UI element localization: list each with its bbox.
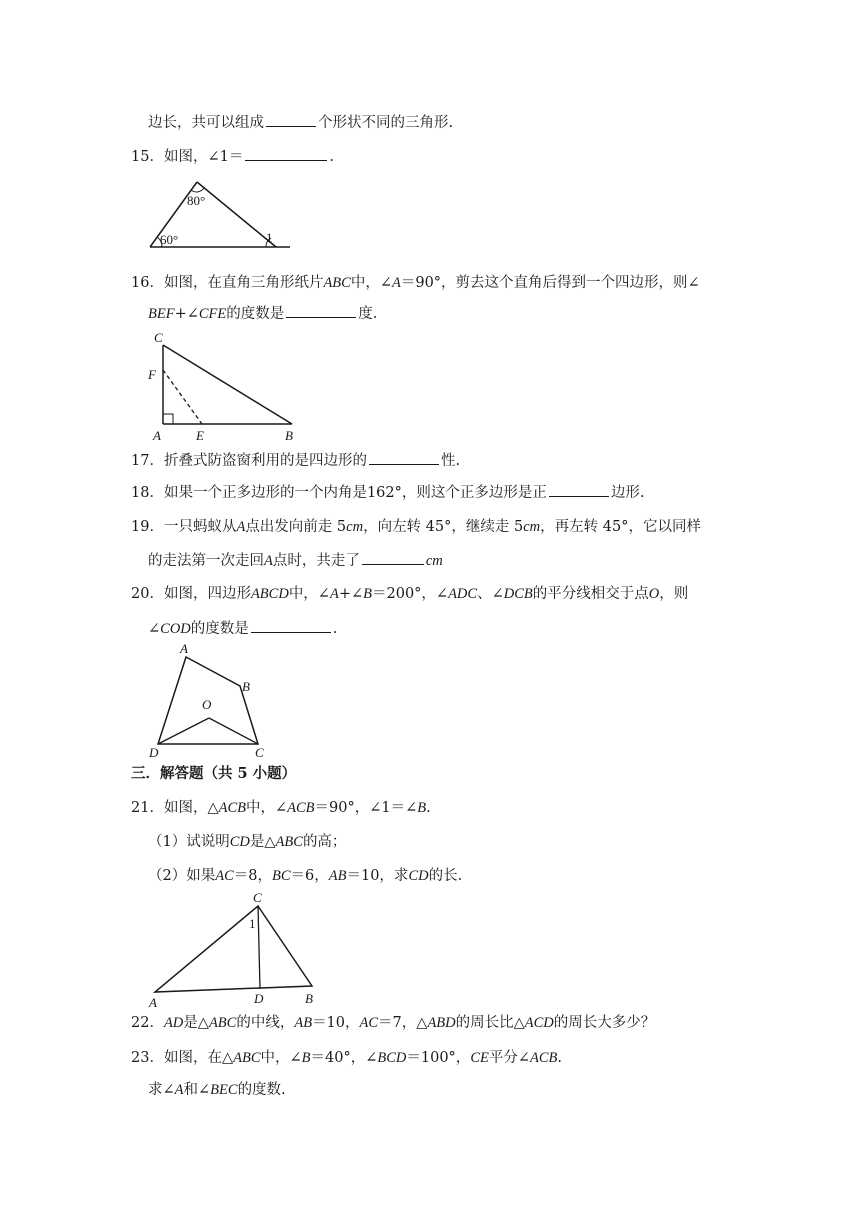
- q21-triangle-figure: [140, 888, 330, 1008]
- question-21-part1: （1）试说明CD是△ABC的高；: [148, 834, 347, 850]
- vertex-o-label: O: [202, 697, 212, 712]
- answer-blank[interactable]: [245, 146, 327, 161]
- vertex-a-label: A: [180, 641, 188, 656]
- question-16-line2: BEF+∠CFE的度数是 度.: [148, 303, 377, 324]
- question-22: 22．AD是△ABC的中线，AB＝10，AC＝7，△ABD的周长比△ACD的周长大多少？: [131, 1015, 656, 1031]
- section-3-heading: 三．解答题（共 5 小题）: [131, 765, 297, 782]
- question-19-line1: 19．一只蚂蚁从A点出发向前走 5cm，向左转 45°，继续走 5cm，再左转 45°，它以同样: [131, 519, 701, 535]
- question-15: 15．如图，∠1＝ .: [131, 146, 334, 167]
- angle-60-label: 60°: [160, 232, 179, 247]
- question-21-part2: （2）如果AC＝8，BC＝6，AB＝10，求CD的长.: [148, 868, 463, 884]
- q16-right-triangle-figure: [140, 330, 310, 445]
- question-19-line2: 的走法第一次走回A点时，共走了 cm: [148, 550, 443, 571]
- vertex-b-label: B: [305, 991, 313, 1006]
- question-21: 21．如图，△ACB中，∠ACB＝90°，∠1＝∠B.: [131, 800, 431, 816]
- q15-triangle-figure: [140, 176, 300, 256]
- vertex-d-label: D: [254, 991, 264, 1006]
- vertex-d-label: D: [149, 745, 159, 760]
- vertex-c-label: C: [255, 745, 264, 760]
- q20-quadrilateral-figure: [140, 640, 280, 760]
- answer-blank[interactable]: [286, 303, 356, 318]
- answer-blank[interactable]: [362, 550, 424, 565]
- answer-blank[interactable]: [266, 112, 316, 127]
- q14-tail: 边长，共可以组成 个形状不同的三角形.: [148, 112, 453, 133]
- vertex-a-label: A: [149, 995, 157, 1010]
- question-16-line1: 16．如图，在直角三角形纸片ABC中，∠A＝90°，剪去这个直角后得到一个四边形，则∠: [131, 275, 700, 291]
- answer-blank[interactable]: [549, 482, 609, 497]
- answer-blank[interactable]: [251, 618, 331, 633]
- answer-blank[interactable]: [369, 450, 439, 465]
- angle-1-label: 1: [249, 916, 256, 931]
- question-20-line1: 20．如图，四边形ABCD中，∠A+∠B＝200°，∠ADC、∠DCB的平分线相交于点O，则: [131, 586, 689, 602]
- vertex-c-label: C: [253, 890, 262, 905]
- question-20-line2: ∠COD的度数是 .: [148, 618, 337, 639]
- question-23-line1: 23．如图，在△ABC中，∠B＝40°，∠BCD＝100°，CE平分∠ACB.: [131, 1050, 562, 1066]
- vertex-c-label: C: [154, 330, 163, 345]
- vertex-e-label: E: [196, 428, 204, 443]
- question-17: 17．折叠式防盗窗利用的是四边形的 性.: [131, 450, 460, 471]
- question-23-line2: 求∠A和∠BEC的度数.: [148, 1082, 286, 1098]
- question-18: 18．如果一个正多边形的一个内角是162°，则这个正多边形是正 边形.: [131, 482, 645, 503]
- angle-1-label: 1: [266, 230, 273, 245]
- vertex-b-label: B: [242, 679, 250, 694]
- vertex-a-label: A: [153, 428, 161, 443]
- vertex-f-label: F: [148, 367, 156, 382]
- vertex-b-label: B: [285, 428, 293, 443]
- angle-80-label: 80°: [187, 193, 206, 208]
